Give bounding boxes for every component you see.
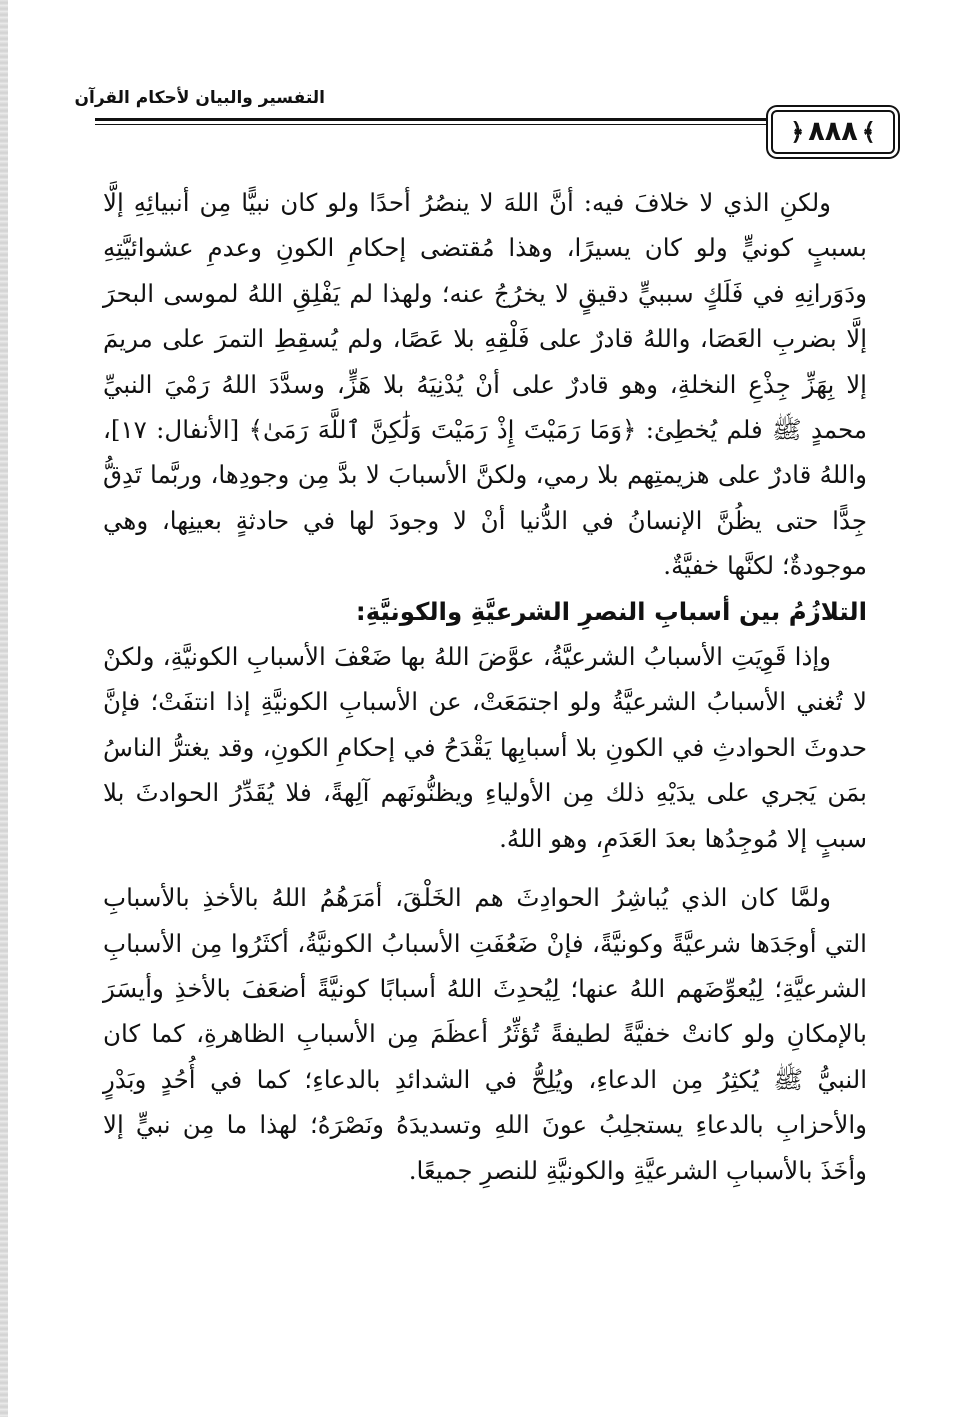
ornament-bracket-icon: ﴿: [790, 118, 805, 146]
paragraph-1: ولكنِ الذي لا خلافَ فيه: أنَّ اللهَ لا ينصُرُ أحدًا ولو كان نبيًّا مِن أنبيائِهِ إلَّا بسببٍ كونيٍّ ولو كان يسيرًا، وهذا مُقتضى إحكامِ الكونِ وعدمِ عشوائيَّتِهِ ودَوَرانِهِ في فَلَكٍ سببيٍّ دقيقٍ لا يخرُجُ عنه؛ ولهذا لم يَفْلِقِ اللهُ لموسى البحرَ إلَّا بضربِ العَصَا، واللهُ قادرٌ على فَلْقِهِ بلا عَصًا، ولم يُسقِطِ التمرَ على مريمَ إلا بِهَزِّ جِذْعِ النخلةِ، وهو قادرٌ على أنْ يُدْنِيَهُ بلا هَزٍّ، وسدَّدَ اللهُ رَمْيَ النبيِّ محمدٍ ﷺ فلم يُخطِئ: ﴿وَمَا رَمَيْتَ إِذْ رَمَيْتَ وَلَٰكِنَّ ٱللَّهَ رَمَىٰ﴾ [الأنفال: ١٧]، واللهُ قادرٌ على هزيمتِهم بلا رمي، ولكنَّ الأسبابَ لا بدَّ مِن وجودِها، وربَّما تَدِقُّ جِدًّا حتى يظُنَّ الإنسانُ في الدُّنيا أنْ لا وجودَ لها في حادثةٍ بعينِها، وهي موجودةٌ؛ لكنَّها خفيَّةٌ.: [103, 188, 867, 581]
page-header: [74, 80, 895, 165]
paragraph-2: وإذا قَوِيَتِ الأسبابُ الشرعيَّةُ، عوَّضَ اللهُ بها ضَعْفَ الأسبابِ الكونيَّةِ، ولكنْ لا تُغني الأسبابُ الشرعيَّةُ ولو اجتمَعَتْ، عن الأسبابِ الكونيَّةِ إذا انتفَتْ؛ فإنَّ حدوثَ الحوادثِ في الكونِ بلا أسبابِها يَقْدَحُ في إحكامِ الكونِ، وقد يغترُّ الناسُ بمَن يَجري على يدَيْهِ ذلك مِن الأولياءِ ويظنُّونَهم آلِهةً، فلا يُقَدِّرُ الحوادثَ بلا سببٍ إلا مُوجِدُها بعدَ العَدَمِ، وهو اللهُ.: [103, 642, 867, 853]
page-number: ٨٨٨: [808, 116, 858, 147]
ornament-bracket-icon: ﴾: [861, 118, 876, 146]
page-number-box: [771, 110, 895, 154]
section-heading: التلازُمُ بين أسبابِ النصرِ الشرعيَّةِ والكونيَّةِ:: [355, 596, 867, 626]
paragraph-3: ولمَّا كان الذي يُباشِرُ الحوادِثَ هم الخَلْقَ، أمَرَهُمُ اللهُ بالأخذِ بالأسبابِ التي أوجَدَها شرعيَّةً وكونيَّةً، فإنْ ضَعُفَتِ الأسبابُ الكونيَّةُ، أكثَرُوا مِن الأسبابِ الشرعيَّةِ؛ لِيُعوِّضَهم اللهُ عنها؛ لِيُحدِثَ اللهُ أسبابًا كونيَّةً أضعَفَ بالأخذِ وأيسَرَ بالإمكانِ ولو كانتْ خفيَّةً لطيفةً تُؤثِّرُ أعظَمَ مِن الأسبابِ الظاهرةِ، كما كان النبيُّ ﷺ يُكثِرُ مِن الدعاءِ، ويُلِحُّ في الشدائدِ بالدعاءِ؛ كما في أُحُدٍ وبَدْرٍ والأحزابِ بالدعاءِ يستجلِبُ عونَ اللهِ وتسديدَهُ ونَصْرَهُ؛ لهذا ما مِن نبيٍّ إلا وأخَذَ بالأسبابِ الشرعيَّةِ والكونيَّةِ للنصرِ جميعًا.: [103, 883, 867, 1185]
scan-edge: [0, 0, 8, 1417]
book-title: التفسير والبيان لأحكام القرآن: [74, 88, 325, 108]
page-body: [103, 180, 867, 1193]
